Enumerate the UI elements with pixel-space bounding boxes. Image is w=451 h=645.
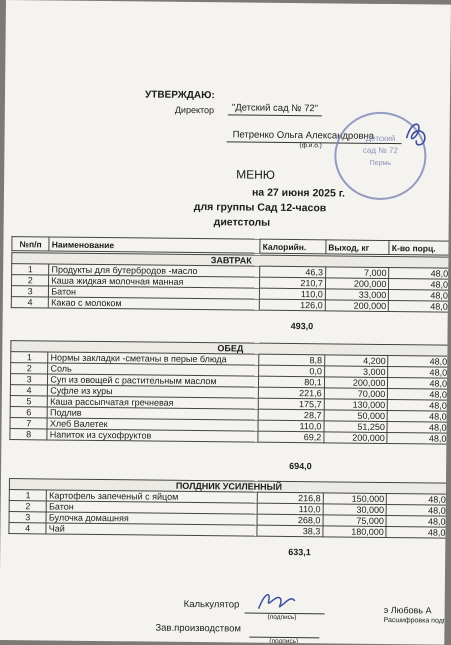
approval-heading: УТВЕРЖДАЮ: — [144, 89, 215, 102]
row-yield: 3,000 — [324, 366, 388, 378]
row-calories: 210,7 — [260, 277, 326, 289]
stamp-line-1: Детский — [365, 133, 396, 144]
row-name: Продукты для бутербродов -масло — [49, 264, 260, 277]
section-title: ПОЛДНИК УСИЛЕННЫЙ — [9, 479, 448, 495]
row-num: 4 — [11, 297, 48, 308]
header-yield: Выход, кг — [326, 240, 390, 255]
row-num: 1 — [9, 490, 46, 501]
header-calories: Калорийн. — [260, 239, 326, 254]
row-yield: 50,000 — [324, 410, 388, 422]
row-yield: 200,000 — [324, 377, 388, 389]
row-yield: 150,000 — [323, 493, 387, 505]
menu-group: для группы Сад 12-часов — [193, 200, 327, 215]
row-calories: 126,0 — [260, 299, 326, 311]
menu-diet: диетстолы — [213, 216, 271, 229]
row-calories: 110,0 — [257, 503, 323, 515]
row-name: Подлив — [47, 407, 258, 420]
row-name: Хлеб Валетек — [47, 418, 258, 431]
row-num: 2 — [11, 363, 48, 374]
manager-label: Зав.производством — [155, 622, 241, 635]
section-title: ОБЕД — [11, 341, 450, 357]
row-yield: 30,000 — [323, 504, 387, 516]
row-name: Батон — [46, 501, 257, 514]
row-portions: 48,0 — [389, 290, 451, 302]
row-num: 1 — [12, 264, 49, 275]
manager-sign-note: (подпись) — [269, 637, 299, 645]
row-name: Булочка домашняя — [46, 512, 257, 525]
row-portions: 48,0 — [388, 400, 450, 412]
calculator-name: э Любовь А — [383, 604, 432, 616]
row-num: 3 — [9, 512, 46, 523]
row-calories: 8,8 — [259, 354, 325, 366]
row-portions: 48,0 — [389, 301, 451, 313]
section-total: 493,0 — [290, 320, 314, 332]
row-portions: 48,0 — [386, 516, 448, 528]
row-num: 2 — [9, 501, 46, 512]
row-calories: 175,7 — [258, 398, 324, 410]
row-calories: 110,0 — [260, 288, 326, 300]
row-yield: 4,200 — [325, 355, 389, 367]
row-yield: 51,250 — [324, 421, 388, 433]
row-name: Какао с молоком — [49, 297, 260, 310]
row-name: Картофель запеченый с яйцом — [47, 490, 258, 503]
row-name: Напиток из сухофруктов — [47, 429, 258, 442]
row-yield: 75,000 — [323, 515, 387, 527]
row-portions: 48,0 — [388, 378, 450, 390]
row-calories: 69,2 — [258, 431, 324, 443]
menu-title: МЕНЮ — [236, 167, 276, 182]
director-label: Директор — [174, 104, 215, 116]
row-portions: 48,0 — [389, 268, 451, 280]
section-table-snack — [8, 478, 449, 539]
director-value: "Детский сад № 72" — [228, 102, 322, 116]
row-yield: 70,000 — [324, 388, 388, 400]
section-total: 633,1 — [288, 546, 311, 558]
row-name: Суфле из куры — [48, 385, 259, 398]
row-num: 3 — [10, 374, 47, 385]
row-num: 3 — [11, 286, 48, 297]
row-num: 7 — [10, 418, 47, 429]
row-yield: 180,000 — [323, 526, 387, 538]
row-calories: 221,6 — [259, 387, 325, 399]
row-num: 4 — [10, 385, 47, 396]
row-num: 8 — [10, 429, 47, 440]
row-yield: 200,000 — [325, 300, 389, 312]
row-name: Батон — [49, 286, 260, 299]
section-title: ЗАВТРАК — [12, 253, 451, 269]
row-calories: 46,3 — [260, 266, 326, 278]
row-portions: 48,0 — [389, 279, 451, 291]
stamp-line-3: Пермь — [369, 159, 391, 168]
calculator-signature-icon — [255, 589, 297, 615]
row-portions: 48,0 — [387, 505, 449, 517]
row-calories: 268,0 — [257, 514, 323, 526]
row-portions: 48,0 — [387, 494, 449, 506]
section-table-lunch — [9, 340, 450, 445]
row-yield: 200,000 — [325, 278, 389, 290]
row-name: Каша рассыпчатая гречневая — [48, 396, 259, 409]
row-yield: 7,000 — [325, 267, 389, 279]
header-name: Наименование — [49, 237, 260, 253]
menu-date: на 27 июня 2025 г. — [251, 186, 346, 200]
calculator-name-note: Расшифровка подп — [383, 616, 447, 625]
row-name: Каша жидкая молочная манная — [49, 275, 260, 288]
director-signature-icon — [402, 116, 432, 150]
row-calories: 28,7 — [258, 409, 324, 421]
header-num: №п/п — [12, 237, 49, 251]
row-portions: 48,0 — [387, 422, 449, 434]
row-portions: 48,0 — [388, 411, 450, 423]
signer-name: Петренко Ольга Александровна — [232, 129, 375, 142]
calculator-label: Калькулятор — [183, 598, 240, 611]
row-portions: 48,0 — [388, 356, 450, 368]
row-name: Соль — [48, 363, 259, 376]
header-portions: К-во порц. — [389, 241, 451, 256]
row-calories: 216,8 — [257, 492, 323, 504]
row-calories: 0,0 — [259, 365, 325, 377]
stamp-line-2: сад № 72 — [362, 145, 399, 156]
row-num: 6 — [10, 407, 47, 418]
section-total: 694,0 — [289, 460, 312, 472]
row-name: Суп из овощей с растительным маслом — [48, 374, 259, 387]
row-portions: 48,0 — [388, 367, 450, 379]
row-name: Чай — [46, 523, 257, 536]
row-yield: 130,000 — [324, 399, 388, 411]
row-num: 5 — [10, 396, 47, 407]
row-calories: 110,0 — [258, 420, 324, 432]
row-portions: 48,0 — [387, 433, 449, 445]
row-calories: 38,3 — [257, 525, 323, 537]
row-num: 2 — [12, 275, 49, 286]
calculator-sign-note: (подпись) — [267, 613, 297, 622]
row-portions: 48,0 — [388, 389, 450, 401]
row-calories: 80,1 — [259, 376, 325, 388]
row-num: 4 — [9, 523, 46, 534]
fio-note: (ф.и.о.) — [299, 142, 322, 150]
row-yield: 33,000 — [325, 289, 389, 301]
row-yield: 200,000 — [324, 432, 388, 444]
row-num: 1 — [11, 352, 48, 363]
row-portions: 48,0 — [386, 527, 448, 539]
row-name: Нормы закладки -сметаны в перые блюда — [48, 352, 259, 365]
section-table-breakfast — [11, 252, 451, 313]
